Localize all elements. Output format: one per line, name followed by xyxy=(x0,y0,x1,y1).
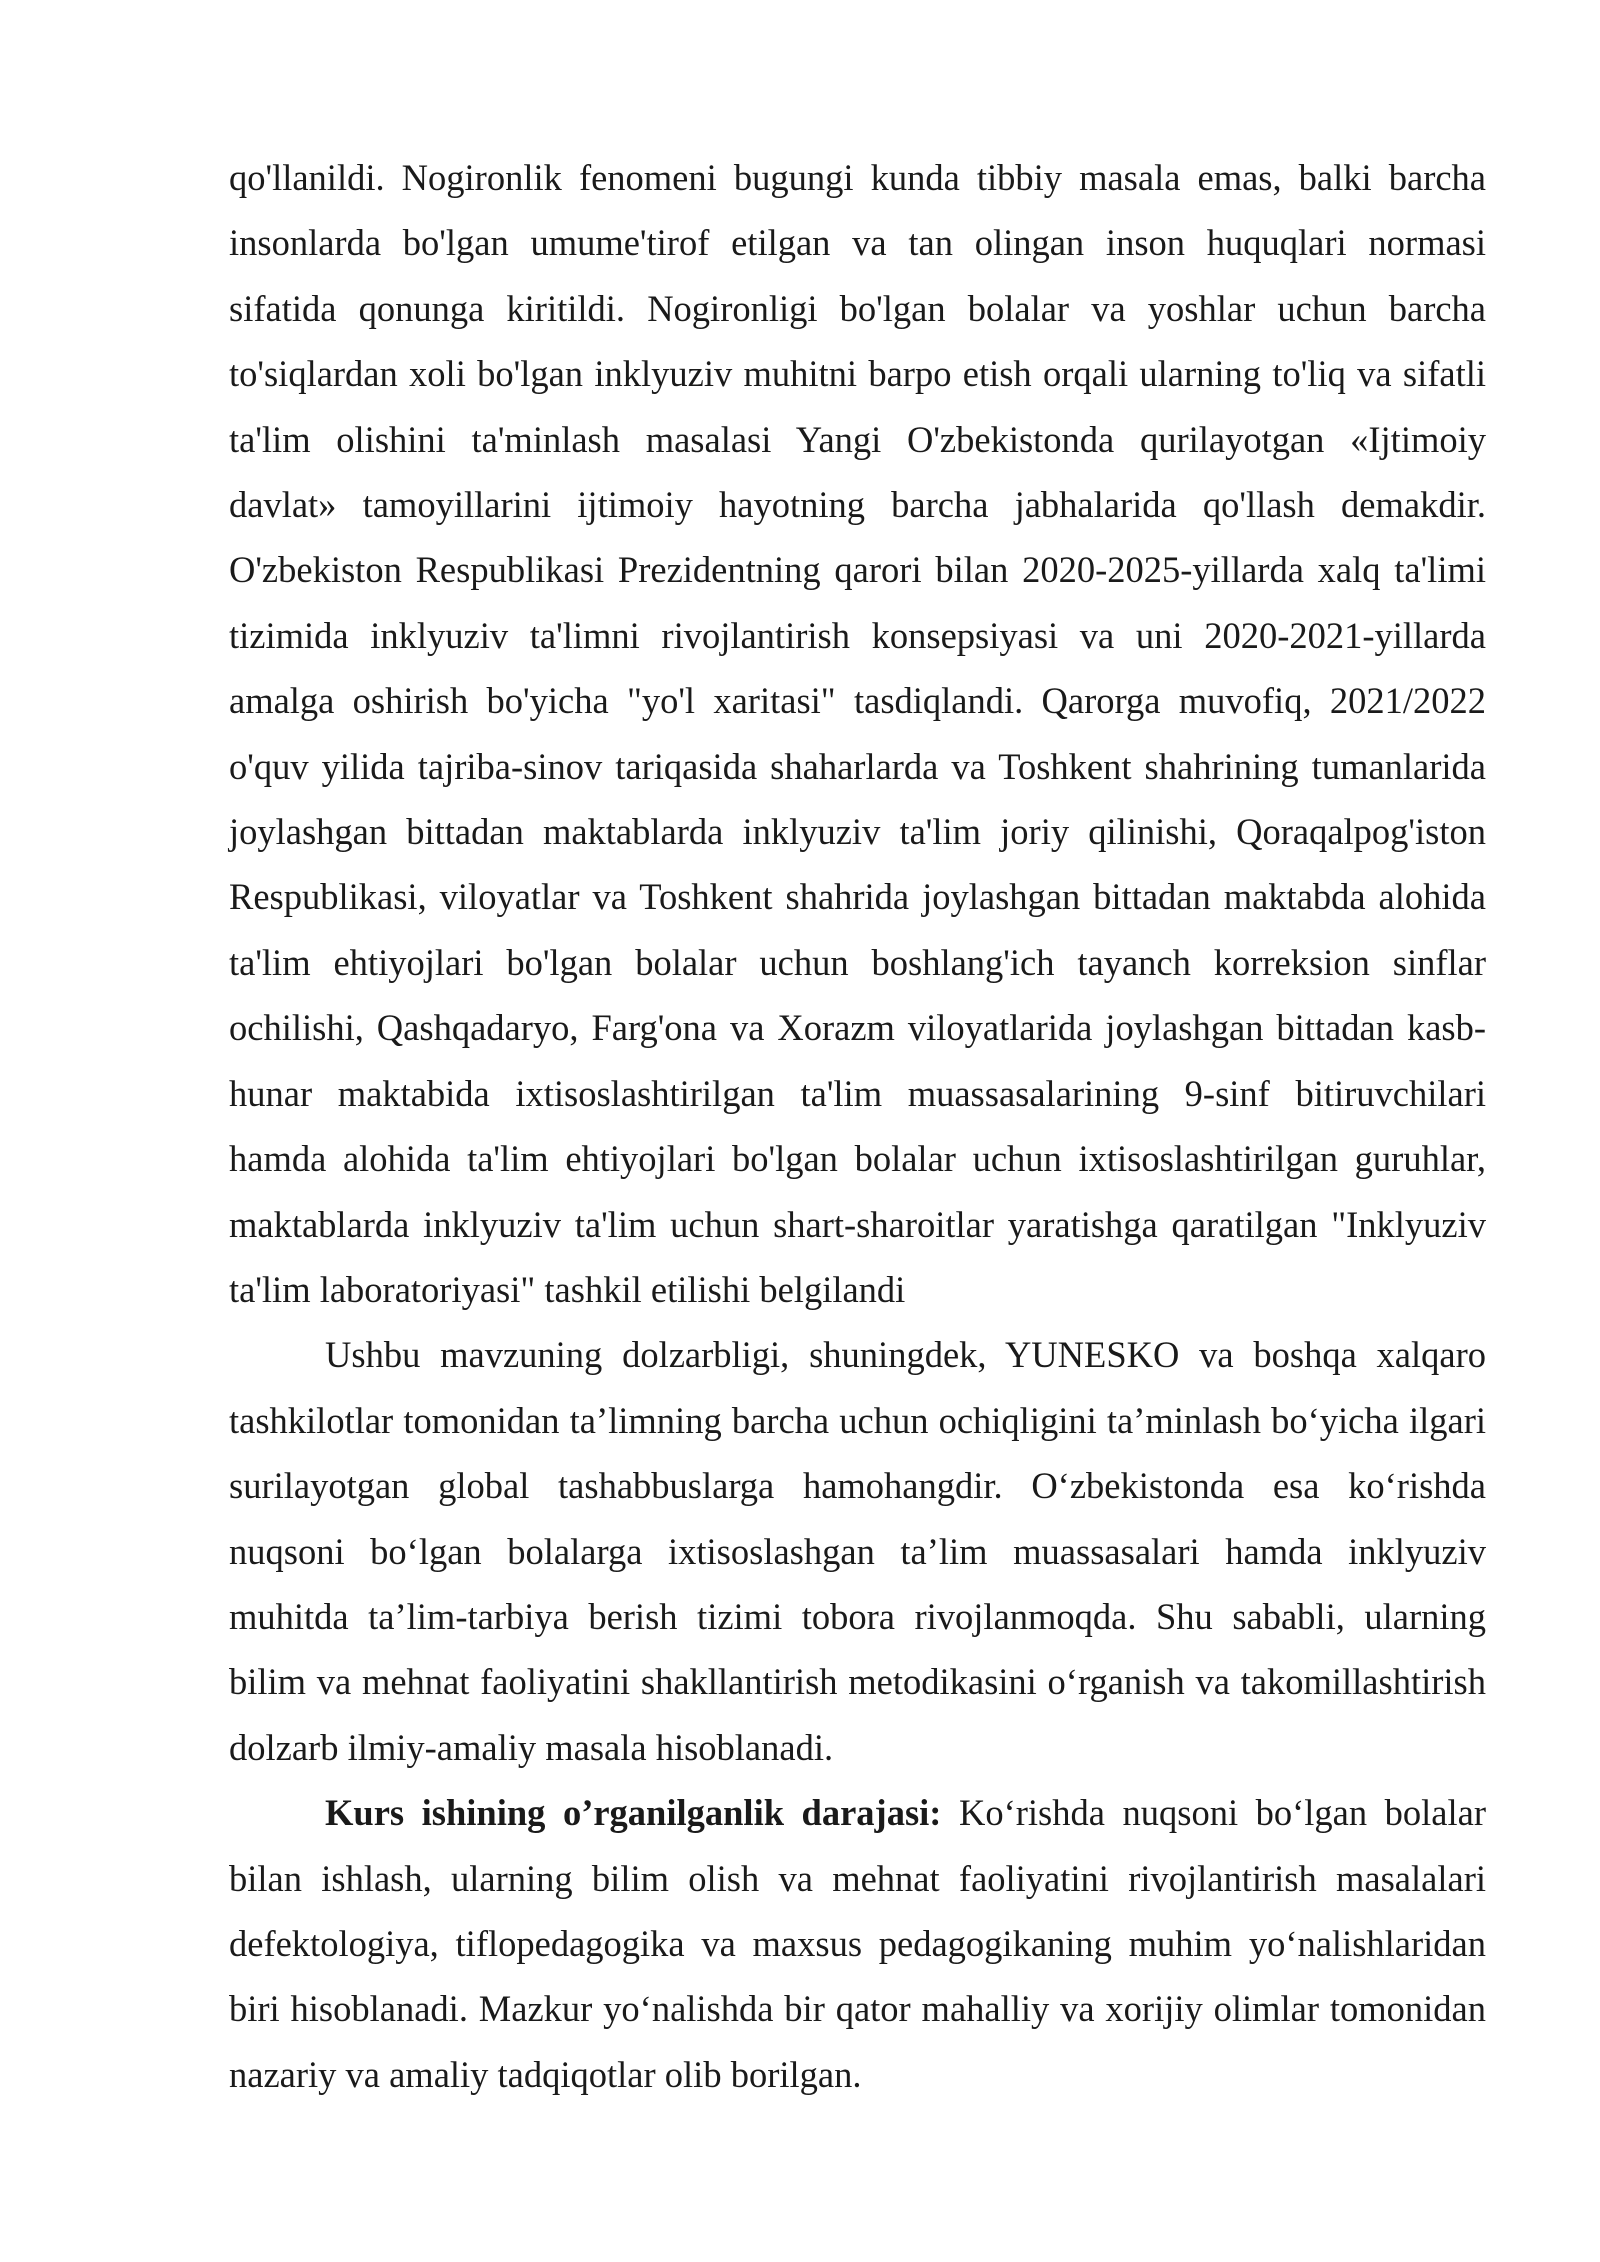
paragraph-research-degree-text: Ko‘rishda nuqsoni bo‘lgan bolalar bilan ishlash, ularning bilim olish va mehnat faoliyatini rivojlantirish masalalari defektologiya, tiflopedagogika va maxsus pedagogikaning muhim yo‘nalishlaridan biri hisoblanadi. Mazkur yo‘nalishda bir qator mahalliy va xorijiy olimlar tomonidan nazariy va amaliy tadqiqotlar olib borilgan. xyxy=(229,1792,1486,2095)
paragraph-heading-research-degree: Kurs ishining o’rganilganlik darajasi: xyxy=(325,1792,942,1834)
paragraph-inclusive-education-decree: qo'llanildi. Nogironlik fenomeni bugungi kunda tibbiy masala emas, balki barcha insonlarda bo'lgan umume'tirof etilgan va tan olingan inson huquqlari normasi sifatida qonunga kiritildi. Nogironligi bo'lgan bolalar va yoshlar uchun barcha to'siqlardan xoli bo'lgan inklyuziv muhitni barpo etish orqali ularning to'liq va sifatli ta'lim olishini ta'minlash masalasi Yangi O'zbekistonda qurilayotgan «Ijtimoiy davlat» tamoyillarini ijtimoiy hayotning barcha jabhalarida qo'llash demakdir. O'zbekiston Respublikasi Prezidentning qarori bilan 2020-2025-yillarda xalq ta'limi tizimida inklyuziv ta'limni rivojlantirish konsepsiyasi va uni 2020-2021-yillarda amalga oshirish bo'yicha "yo'l xaritasi" tasdiqlandi. Qarorga muvofiq, 2021/2022 o'quv yilida tajriba-sinov tariqasida shaharlarda va Toshkent shahrining tumanlarida joylashgan bittadan maktablarda inklyuziv ta'lim joriy qilinishi, Qoraqalpog'iston Respublikasi, viloyatlar va Toshkent shahrida joylashgan bittadan maktabda alohida ta'lim ehtiyojlari bo'lgan bolalar uchun boshlang'ich tayanch korreksion sinflar ochilishi, Qashqadaryo, Farg'ona va Xorazm viloyatlarida joylashgan bittadan kasb-hunar maktabida ixtisoslashtirilgan ta'lim muassasalarining 9-sinf bitiruvchilari hamda alohida ta'lim ehtiyojlari bo'lgan bolalar uchun ixtisoslashtirilgan guruhlar, maktablarda inklyuziv ta'lim uchun shart-sharoitlar yaratishga qaratilgan "Inklyuziv ta'lim laboratoriyasi" tashkil etilishi belgilandi xyxy=(229,157,1486,1310)
paragraph-research-degree xyxy=(229,1780,1486,2107)
paragraph-topic-relevance: Ushbu mavzuning dolzarbligi, shuningdek, YUNESKO va boshqa xalqaro tashkilotlar tomonidan ta’limning barcha uchun ochiqligini ta’minlash bo‘yicha ilgari surilayotgan global tashabbuslarga hamohangdir. O‘zbekistonda esa ko‘rishda nuqsoni bo‘lgan bolalarga ixtisoslashgan ta’lim muassasalari hamda inklyuziv muhitda ta’lim-tarbiya berish tizimi tobora rivojlanmoqda. Shu sababli, ularning bilim va mehnat faoliyatini shakllantirish metodikasini o‘rganish va takomillashtirish dolzarb ilmiy-amaliy masala hisoblanadi. xyxy=(229,1334,1486,1768)
body-text xyxy=(229,145,1486,2107)
